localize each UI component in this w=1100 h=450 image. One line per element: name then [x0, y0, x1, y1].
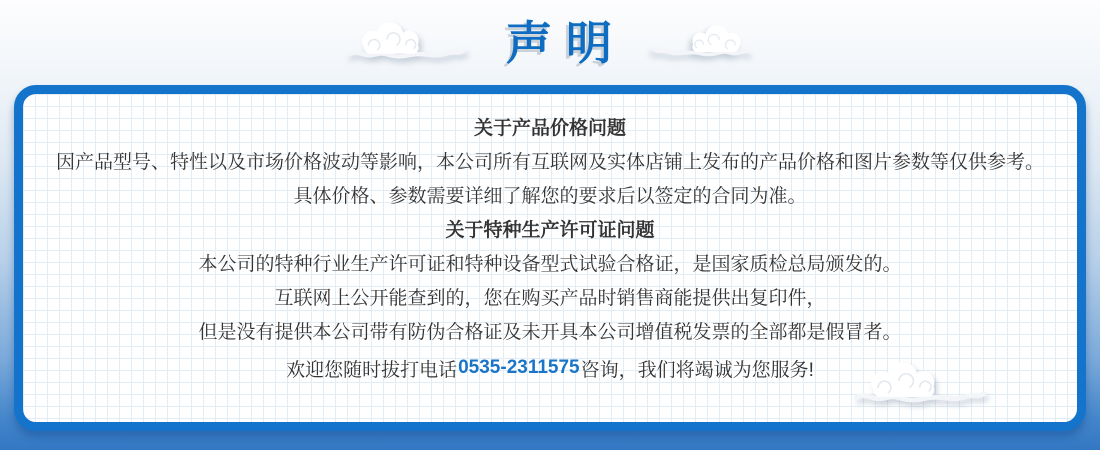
license-section-heading: 关于特种生产许可证问题: [445, 219, 655, 241]
cloud-left-icon: [344, 21, 466, 65]
contact-suffix: 咨询，我们将竭诚为您服务!: [580, 359, 814, 381]
license-section-line: 但是没有提供本公司带有防伪合格证及未开具本公司增值税发票的全部都是假冒者。: [198, 321, 902, 343]
license-section-line: 互联网上公开能查到的，您在购买产品时销售商能提供出复印件，: [274, 287, 826, 309]
banner-header: [0, 0, 1100, 85]
contact-prefix: 欢迎您随时拔打电话: [286, 359, 458, 381]
notice-content: [23, 94, 1077, 437]
banner-title: 声明: [506, 16, 626, 69]
notice-card: [14, 85, 1086, 431]
price-section-line: 因产品型号、特性以及市场价格波动等影响，本公司所有互联网及实体店铺上发布的产品价格和图片参数等仅供参考。: [55, 151, 1044, 173]
price-section-heading: 关于产品价格问题: [473, 117, 626, 139]
license-section-line: 本公司的特种行业生产许可证和特种设备型式试验合格证，是国家质检总局颁发的。: [198, 253, 902, 275]
cloud-right-icon: [652, 24, 756, 62]
price-section-line: 具体价格、参数需要详细了解您的要求后以签定的合同为准。: [293, 185, 807, 207]
cloud-bottom-icon: [849, 361, 989, 409]
phone-number: 0535-2311575: [458, 357, 580, 378]
